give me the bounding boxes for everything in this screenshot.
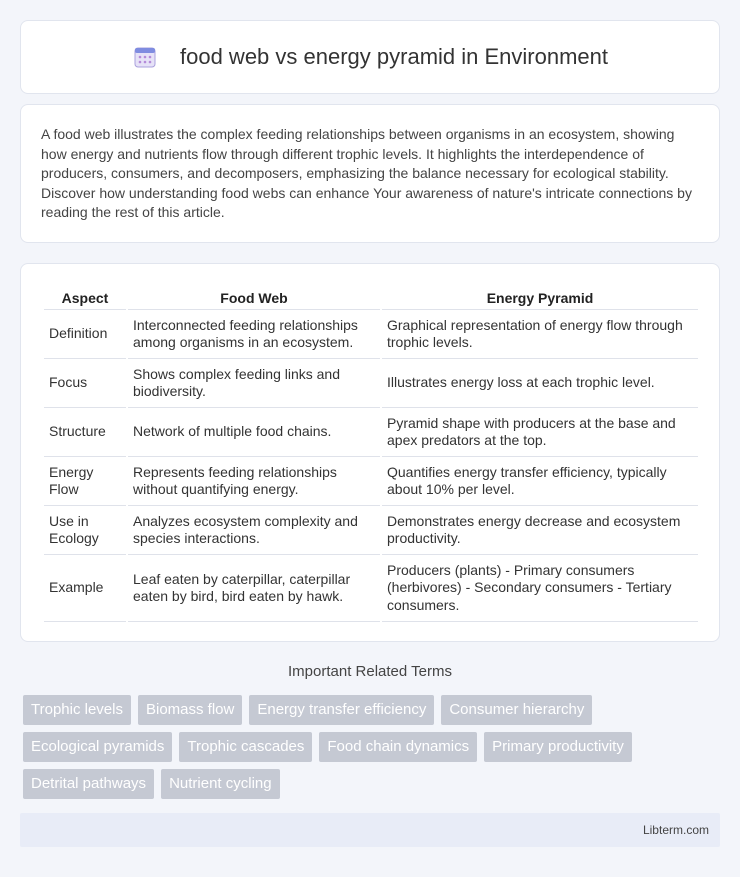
table-header-aspect: Aspect	[44, 284, 126, 310]
table-cell: Use in Ecology	[44, 506, 126, 555]
table-row	[44, 359, 698, 408]
table-cell: Energy Flow	[44, 457, 126, 506]
table-cell: Network of multiple food chains.	[128, 408, 380, 457]
related-terms-title: Important Related Terms	[288, 663, 452, 680]
tag-food-chain-dynamics[interactable]: Food chain dynamics	[319, 732, 477, 762]
intro-card	[20, 104, 720, 243]
tag-trophic-cascades[interactable]: Trophic cascades	[179, 732, 312, 762]
intro-text: A food web illustrates the complex feeding relationships between organisms in an ecosystem, showing how energy and nutrients flow through different trophic levels. It highlights the interdependence of producers, consumers, and decomposers, emphasizing the balance necessary for ecological stability. Discover how understanding food webs can enhance Your awareness of nature's intricate connections by reading the rest of this article.	[41, 126, 692, 221]
table-cell: Represents feeding relationships without quantifying energy.	[128, 457, 380, 506]
tag-primary-productivity[interactable]: Primary productivity	[484, 732, 632, 762]
table-cell: Structure	[44, 408, 126, 457]
page-title: food web vs energy pyramid in Environment	[180, 44, 608, 69]
table-row	[44, 457, 698, 506]
tag-ecological-pyramids[interactable]: Ecological pyramids	[23, 732, 172, 762]
table-cell: Focus	[44, 359, 126, 408]
table-cell: Pyramid shape with producers at the base and apex predators at the top.	[382, 408, 698, 457]
table-header-energy-pyramid: Energy Pyramid	[382, 284, 698, 310]
calendar-icon	[132, 44, 158, 70]
table-card	[20, 263, 720, 642]
table-row	[44, 310, 698, 359]
tag-trophic-levels[interactable]: Trophic levels	[23, 695, 131, 725]
table-row	[44, 555, 698, 622]
table-cell: Illustrates energy loss at each trophic level.	[382, 359, 698, 408]
tag-nutrient-cycling[interactable]: Nutrient cycling	[161, 769, 280, 799]
tag-detrital-pathways[interactable]: Detrital pathways	[23, 769, 154, 799]
table-cell: Quantifies energy transfer efficiency, typically about 10% per level.	[382, 457, 698, 506]
table-cell: Leaf eaten by caterpillar, caterpillar eaten by bird, bird eaten by hawk.	[128, 555, 380, 622]
table-cell: Interconnected feeding relationships among organisms in an ecosystem.	[128, 310, 380, 359]
footer	[20, 813, 720, 847]
table-header-food-web: Food Web	[128, 284, 380, 310]
table-cell: Example	[44, 555, 126, 622]
table-cell: Producers (plants) - Primary consumers (herbivores) - Secondary consumers - Tertiary consumers.	[382, 555, 698, 622]
tag-energy-transfer-efficiency[interactable]: Energy transfer efficiency	[249, 695, 434, 725]
table-row	[44, 408, 698, 457]
related-terms-tags	[23, 695, 723, 806]
table-cell: Definition	[44, 310, 126, 359]
table-cell: Analyzes ecosystem complexity and species interactions.	[128, 506, 380, 555]
tag-biomass-flow[interactable]: Biomass flow	[138, 695, 242, 725]
title-card	[20, 20, 720, 94]
table-cell: Graphical representation of energy flow through trophic levels.	[382, 310, 698, 359]
table-cell: Demonstrates energy decrease and ecosystem productivity.	[382, 506, 698, 555]
comparison-table	[42, 284, 700, 622]
tag-consumer-hierarchy[interactable]: Consumer hierarchy	[441, 695, 592, 725]
table-row	[44, 506, 698, 555]
table-cell: Shows complex feeding links and biodiversity.	[128, 359, 380, 408]
footer-site-link[interactable]: Libterm.com	[642, 823, 709, 837]
